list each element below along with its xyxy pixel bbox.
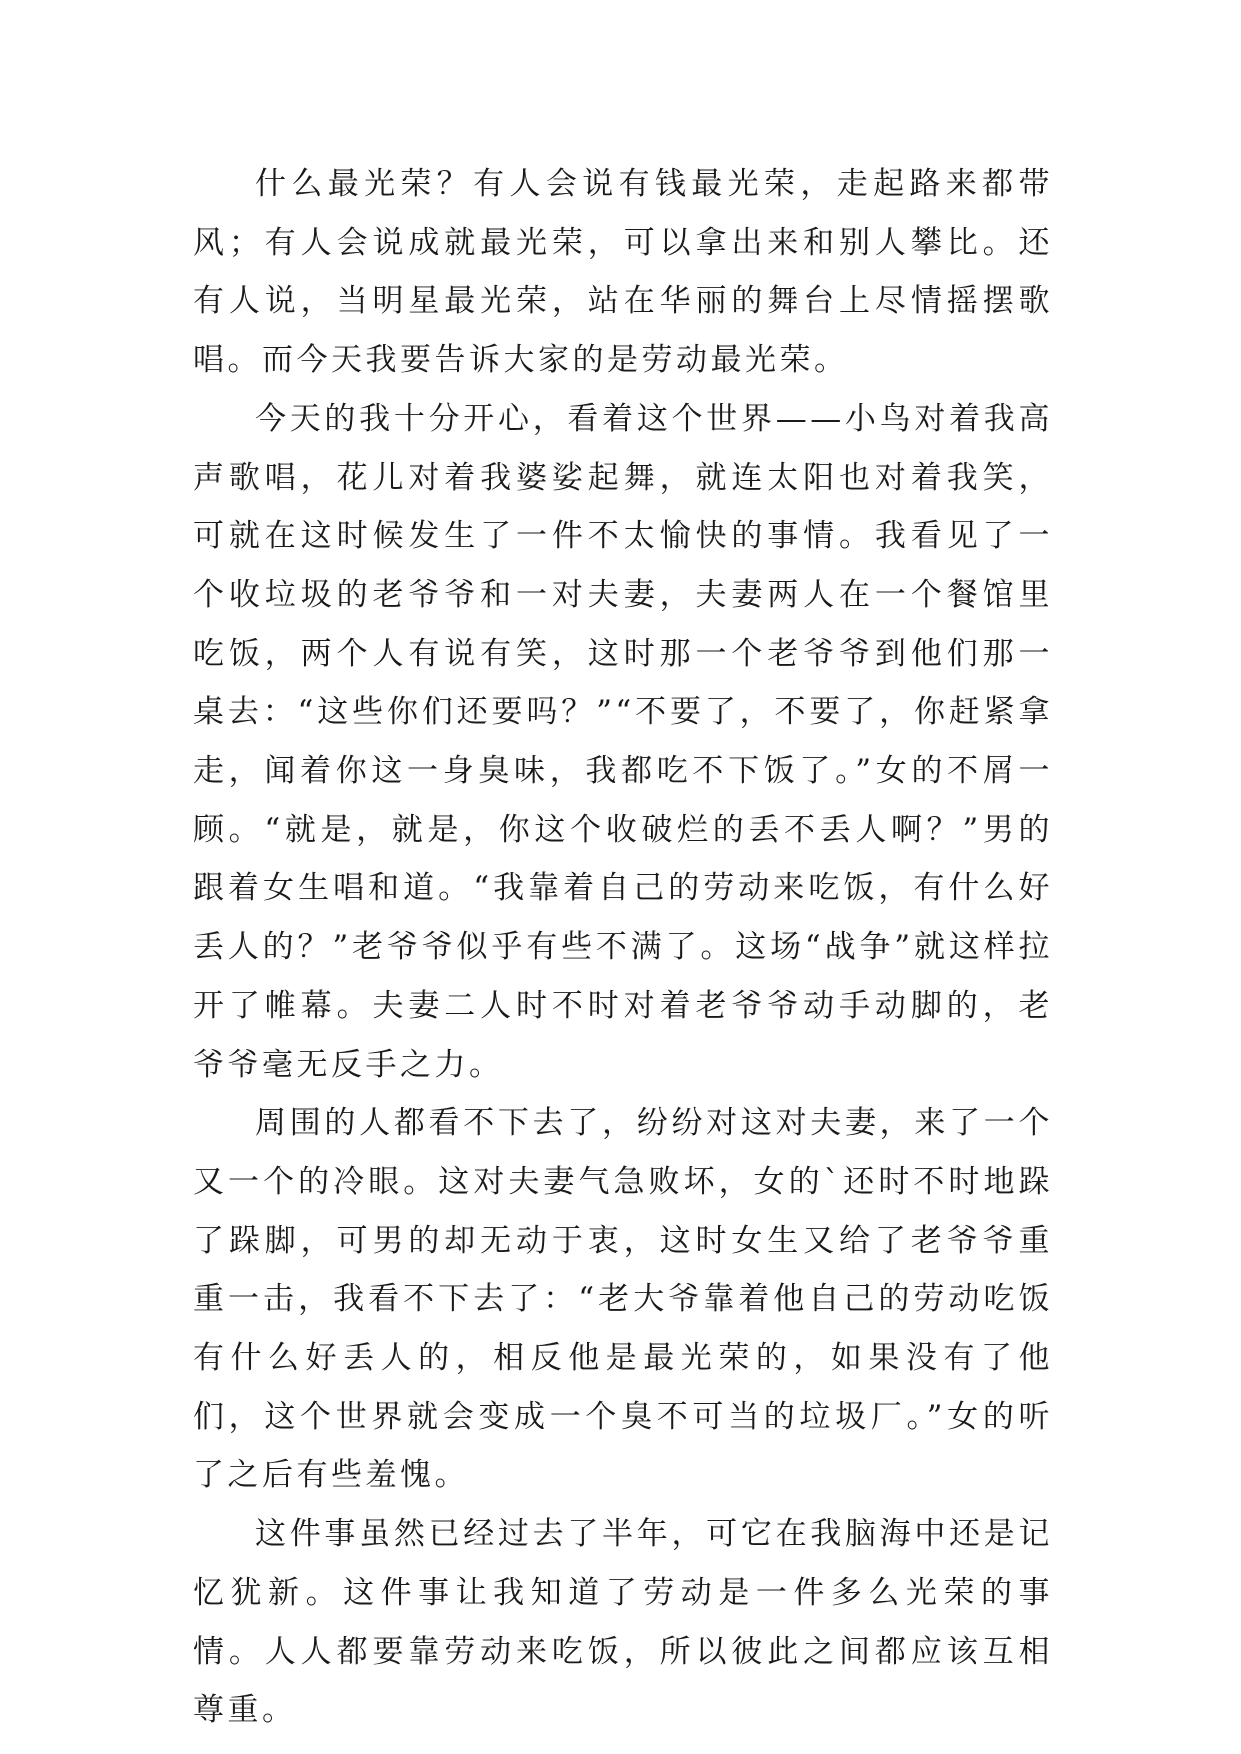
paragraph-conclusion: 这件事虽然已经过去了半年，可它在我脑海中还是记忆犹新。这件事让我知道了劳动是一件多么光荣的事情。人人都要靠劳动来吃饭，所以彼此之间都应该互相尊重。 bbox=[193, 1516, 1053, 1729]
paragraph-story: 今天的我十分开心，看着这个世界——小鸟对着我高声歌唱，花儿对着我婆娑起舞，就连太阳也对着我笑，可就在这时候发生了一件不太愉快的事情。我看见了一个收垃圾的老爷爷和一对夫妻，夫妻两人在一个餐馆里吃饭，两个人有说有笑，这时那一个老爷爷到他们那一桌去：“这些你们还要吗？”“不要了，不要了，你赶紧拿走，闻着你这一身臭味，我都吃不下饭了。”女的不屑一顾。“就是，就是，你这个收破烂的丢不丢人啊？”男的跟着女生唱和道。“我靠着自己的劳动来吃饭，有什么好丢人的？”老爷爷似乎有些不满了。这场“战争”就这样拉开了帷幕。夫妻二人时不时对着老爷爷动手动脚的，老爷爷毫无反手之力。 bbox=[193, 400, 1053, 1083]
paragraph-bystanders: 周围的人都看不下去了，纷纷对这对夫妻，来了一个又一个的冷眼。这对夫妻气急败坏，女的`还时不时地跺了跺脚，可男的却无动于衷，这时女生又给了老爷爷重重一击，我看不下去了：“老大爷靠着他自己的劳动吃饭有什么好丢人的，相反他是最光荣的，如果没有了他们，这个世界就会变成一个臭不可当的垃圾厂。”女的听了之后有些羞愧。 bbox=[193, 1105, 1053, 1494]
document-body bbox=[193, 155, 1053, 1740]
paragraph-intro: 什么最光荣？有人会说有钱最光荣，走起路来都带风；有人会说成就最光荣，可以拿出来和别人攀比。还有人说，当明星最光荣，站在华丽的舞台上尽情摇摆歌唱。而今天我要告诉大家的是劳动最光荣。 bbox=[193, 166, 1053, 379]
